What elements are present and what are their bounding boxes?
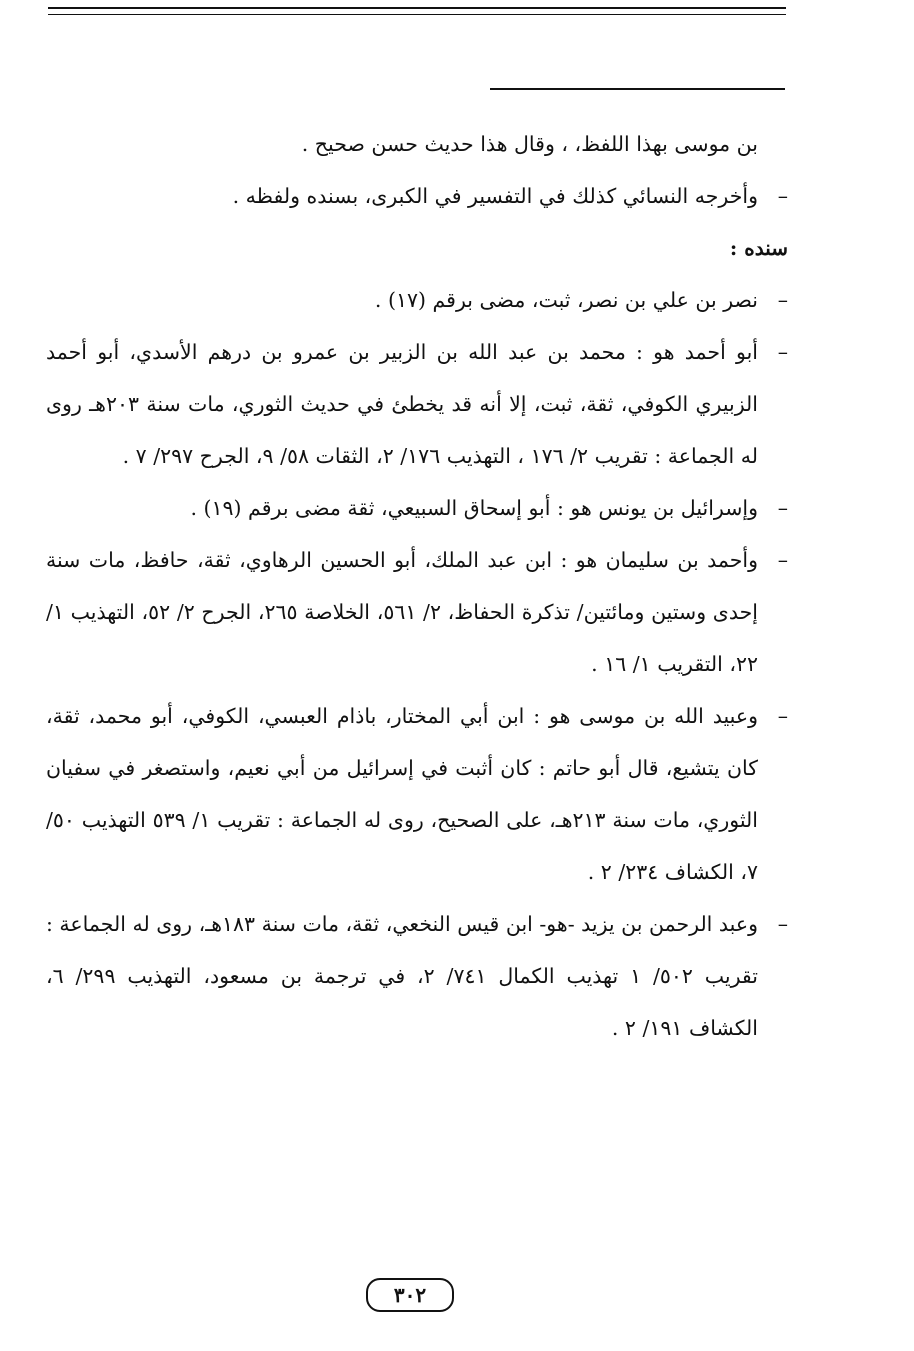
- dash-marker: –: [777, 704, 788, 728]
- text-line-2: – وأخرجه النسائي كذلك في التفسير في الكبرى، بسنده ولفظه .: [46, 170, 788, 222]
- narrator-entry-5: – وعبيد الله بن موسى هو : ابن أبي المختار، باذام العبسي، الكوفي، أبو محمد، ثقة، كان يتشيع، قال أبو حاتم : كان أثبت في إسرائيل من أبي نعيم، واستصغر في سفيان الثوري، مات سنة ٢١٣هـ، على الصحيح، روى له الجماعة : تقريب ١/ ٥٣٩ التهذيب ٥٠/ ٧، الكشاف ٢٣٤/ ٢ .: [46, 690, 788, 898]
- text-line-1: بن موسى بهذا اللفظ، ، وقال هذا حديث حسن صحيح .: [301, 132, 758, 156]
- page-number: ٣٠٢: [366, 1278, 454, 1312]
- dash-marker: –: [777, 912, 788, 936]
- header-rule: [48, 7, 786, 9]
- narrator-entry-4: – وأحمد بن سليمان هو : ابن عبد الملك، أبو الحسين الرهاوي، ثقة، حافظ، مات سنة إحدى وستين ومائتين/ تذكرة الحفاظ، ٢/ ٥٦١، الخلاصة ٢٦٥، الجرح ٢/ ٥٢، التهذيب ١/ ٢٢، التقريب ١/ ١٦ .: [46, 534, 788, 690]
- dash-marker: –: [777, 340, 788, 364]
- page-body: [46, 118, 788, 1054]
- section-heading: سنده :: [729, 236, 788, 260]
- dash-marker: –: [777, 496, 788, 520]
- narrator-entry-1: – نصر بن علي بن نصر، ثبت، مضى برقم (١٧) .: [46, 274, 788, 326]
- narrator-entry-6: – وعبد الرحمن بن يزيد -هو- ابن قيس النخعي، ثقة، مات سنة ١٨٣هـ، روى له الجماعة : تقريب ٥٠٢/ ١ تهذيب الكمال ٧٤١/ ٢، في ترجمة بن مسعود، التهذيب ٢٩٩/ ٦، الكشاف ١٩١/ ٢ .: [46, 898, 788, 1054]
- dash-marker: –: [777, 184, 788, 208]
- dash-marker: –: [777, 548, 788, 572]
- header-rule-secondary: [48, 14, 786, 15]
- narrator-entry-3: – وإسرائيل بن يونس هو : أبو إسحاق السبيعي، ثقة مضى برقم (١٩) .: [46, 482, 788, 534]
- dash-marker: –: [777, 288, 788, 312]
- narrator-entry-2: – أبو أحمد هو : محمد بن عبد الله بن الزبير بن عمرو بن درهم الأسدي، أبو أحمد الزبيري الكوفي، ثقة، ثبت، إلا أنه قد يخطئ في حديث الثوري، مات سنة ٢٠٣هـ روى له الجماعة : تقريب ٢/ ١٧٦ ، التهذيب ١٧٦/ ٢، الثقات ٥٨/ ٩، الجرح ٢٩٧/ ٧ .: [46, 326, 788, 482]
- footnote-separator: [490, 88, 785, 90]
